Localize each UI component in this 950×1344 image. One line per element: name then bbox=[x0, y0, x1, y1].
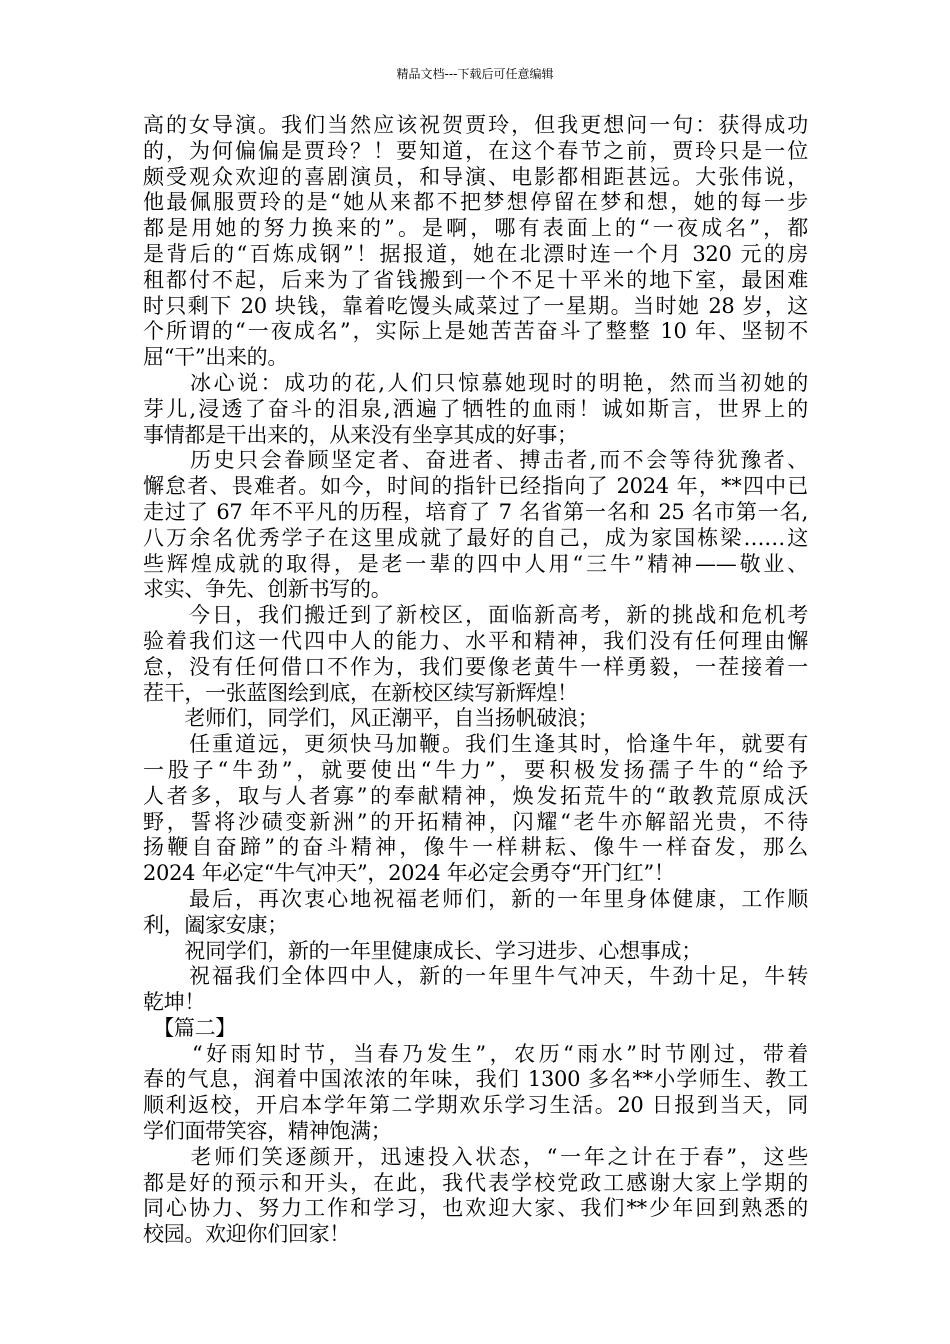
text-line: 春的气息，润着中国浓浓的年味，我们 1300 多名**小学师生、教工 bbox=[143, 1067, 808, 1092]
text-line: 他最佩服贾玲的是“她从来都不把梦想停留在梦和想，她的每一步 bbox=[143, 190, 808, 215]
text-line: 今日，我们搬迁到了新校区，面临新高考，新的挑战和危机考 bbox=[143, 603, 808, 628]
text-line: 八万余名优秀学子在这里成就了最好的自己，成为家国栋梁……这 bbox=[143, 525, 808, 550]
text-line: 些辉煌成就的取得，是老一辈的四中人用“三牛”精神——敬业、 bbox=[143, 551, 808, 576]
text-line: 【篇二】 bbox=[143, 1015, 236, 1040]
text-line: 时只剩下 20 块钱，靠着吃馒头咸菜过了一星期。当时她 28 岁，这 bbox=[143, 293, 808, 318]
text-line: 乾坤！ bbox=[143, 990, 206, 1015]
text-line: 怠，没有任何借口不作为，我们要像老黄牛一样勇毅，一茬接着一 bbox=[143, 654, 808, 679]
text-line: 同心协力、努力工作和学习，也欢迎大家、我们**少年回到熟悉的 bbox=[143, 1196, 808, 1221]
text-line: 验着我们这一代四中人的能力、水平和精神，我们没有任何理由懈 bbox=[143, 628, 808, 653]
text-line: 芽儿,浸透了奋斗的泪泉,洒遍了牺牲的血雨！诚如斯言，世界上的 bbox=[143, 396, 808, 421]
text-line: 校园。欢迎你们回家！ bbox=[143, 1222, 350, 1247]
text-line: 都是用她的努力换来的”。是啊，哪有表面上的“一夜成名”，都 bbox=[143, 216, 808, 241]
text-line: 老师们，同学们，风正潮平，自当扬帆破浪； bbox=[143, 706, 599, 731]
text-line: 的，为何偏偏是贾玲？！要知道，在这个春节之前，贾玲只是一位 bbox=[143, 138, 808, 163]
text-line: 颇受观众欢迎的喜剧演员，和导演、电影都相距甚远。大张伟说， bbox=[143, 164, 808, 189]
text-line: 扬鞭自奋蹄”的奋斗精神，像牛一样耕耘、像牛一样奋发，那么 bbox=[143, 835, 808, 860]
text-line: 人者多，取与人者寡”的奉献精神，焕发拓荒牛的“敢教荒原成沃 bbox=[143, 783, 808, 808]
text-line: 个所谓的“一夜成名”，实际上是她苦苦奋斗了整整 10 年、坚韧不 bbox=[143, 319, 808, 344]
text-line: 学们面带笑容，精神饱满； bbox=[143, 1119, 392, 1144]
text-line: 2024 年必定“牛气冲天”，2024 年必定会勇夺“开门红”！ bbox=[143, 861, 675, 886]
text-line: “好雨知时节，当春乃发生”，农历“雨水”时节刚过，带着 bbox=[143, 1041, 808, 1066]
text-line: 顺利返校，开启本学年第二学期欢乐学习生活。20 日报到当天，同 bbox=[143, 1093, 808, 1118]
text-line: 祝福我们全体四中人，新的一年里牛气冲天，牛劲十足，牛转 bbox=[143, 964, 808, 989]
text-line: 历史只会眷顾坚定者、奋进者、搏击者,而不会等待犹豫者、 bbox=[143, 448, 808, 473]
text-line: 是背后的“百炼成钢”！据报道，她在北漂时连一个月 320 元的房 bbox=[143, 241, 808, 266]
text-line: 求实、争先、创新书写的。 bbox=[143, 577, 392, 602]
text-line: 都是好的预示和开头，在此，我代表学校党政工感谢大家上学期的 bbox=[143, 1170, 808, 1195]
text-line: 一股子“牛劲”，就要使出“牛力”，要积极发扬孺子牛的“给予 bbox=[143, 757, 808, 782]
text-line: 事情都是干出来的，从来没有坐享其成的好事； bbox=[143, 422, 578, 447]
text-line: 懈怠者、畏难者。如今，时间的指针已经指向了 2024 年，**四中已 bbox=[143, 474, 808, 499]
text-line: 任重道远，更须快马加鞭。我们生逢其时，恰逢牛年，就要有 bbox=[143, 732, 808, 757]
text-line: 高的女导演。我们当然应该祝贺贾玲，但我更想问一句：获得成功 bbox=[143, 113, 808, 137]
text-line: 租都付不起，后来为了省钱搬到一个不足十平米的地下室，最困难 bbox=[143, 267, 808, 292]
text-line: 茬干，一张蓝图绘到底，在新校区续写新辉煌！ bbox=[143, 680, 578, 705]
text-line: 屈“干”出来的。 bbox=[143, 345, 289, 370]
text-line: 老师们笑逐颜开，迅速投入状态，“一年之计在于春”，这些 bbox=[143, 1144, 808, 1169]
text-line: 冰心说：成功的花,人们只惊慕她现时的明艳，然而当初她的 bbox=[143, 370, 808, 395]
text-line: 祝同学们，新的一年里健康成长、学习进步、心想事成； bbox=[143, 938, 702, 963]
text-line: 利，阖家安康； bbox=[143, 912, 288, 937]
text-line: 野，誓将沙碛变新洲”的开拓精神，闪耀“老牛亦解韶光贵，不待 bbox=[143, 809, 808, 834]
document-body bbox=[143, 113, 808, 1248]
text-line: 最后，再次衷心地祝福老师们，新的一年里身体健康，工作顺 bbox=[143, 886, 808, 911]
page-header: 精品文档---下载后可任意编辑 bbox=[396, 67, 554, 81]
text-line: 走过了 67 年不平凡的历程，培育了 7 名省第一名和 25 名市第一名, bbox=[143, 499, 808, 524]
